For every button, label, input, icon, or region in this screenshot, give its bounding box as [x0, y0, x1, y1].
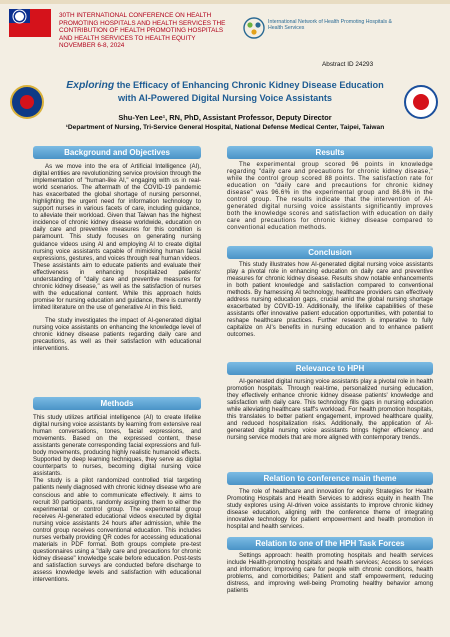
main-theme-text: [227, 488, 433, 533]
title-lead: Exploring: [66, 80, 115, 91]
poster-title: [60, 79, 390, 104]
relevance-heading: Relevance to HPH: [227, 362, 433, 375]
background-text: [33, 163, 201, 388]
relevance-text: [227, 378, 433, 471]
conclusion-heading: Conclusion: [227, 246, 433, 259]
task-forces-text: [227, 552, 433, 607]
top-border: [0, 0, 450, 4]
hph-network-logo-icon: [243, 17, 265, 39]
methods-paragraph: The study is a pilot randomized controlled trial targeting patients newly diagnosed with chronic kidney disease who are conscious and able to communicate effectively. It aims to recruit 30 participants, randomly assigning them to either the experimental or control group. The experimental group receives AI-generated educational videos executed by digital nursing voice assistants 24 hours after admission, while the control group receives conventional education. This includes nurses verbally providing QR codes for accessing educational materials in PDF format. Both groups complete pre-test questionnaires using a "daily care and precautions for chronic kidney disease" knowledge scale before education. Post-tests and satisfaction surveys are conducted before discharge to assess knowledge levels and satisfaction with educational interventions.: [33, 477, 201, 584]
taiwan-flag-icon: [9, 9, 51, 37]
seal-center: [20, 95, 34, 109]
network-name: International Network of Health Promoting Hospitals & Health Services: [268, 19, 392, 32]
title-line1: the Efficacy of Enhancing Chronic Kidney Disease Education: [114, 80, 384, 90]
results-text: [227, 161, 433, 246]
task-forces-heading: Relation to one of the HPH Task Forces: [227, 537, 433, 550]
methods-heading: Methods: [33, 397, 201, 410]
abstract-id: Abstract ID 24293: [322, 61, 374, 68]
author-line: Shu-Yen Lee¹, RN, PhD, Assistant Professor, Deputy Director: [118, 113, 332, 122]
main-theme-heading: Relation to conference main theme: [227, 472, 433, 485]
methods-paragraph: This study utilizes artificial intelligence (AI) to create lifelike digital nursing voice assistants by learning from extensive real human conversations, tones, facial expressions, and movements. Based on the expressed content, these assistants generate corresponding facial expressions and full-body movements, producing highly realistic humanoid effects. Supported by deep learning techniques, they serve as digital counterparts to nurses, becoming digital nursing voice assistants.: [33, 414, 201, 478]
results-paragraph: The experimental group scored 96 points in knowledge regarding "daily care and precautions for chronic kidney disease," while the control group scored 88 points. The satisfaction rate for education on "daily care and precautions for chronic kidney disease" was 96.6% in the experimental group and 86.8% in the control group. The results indicate that the intervention of AI-generated digital nursing voice assistants significantly improves both the knowledge scores and satisfaction with education on daily care and precautions for chronic kidney disease compared to conventional education methods.: [227, 161, 433, 232]
main-theme-paragraph: The role of healthcare and innovation for equity Strategies for Health Promoting Hospitals and Health Services to address equity in health The study explores using AI-driven voice assistants to improve chronic kidney disease education, aligning with the conference theme of integrating innovative technology for patient empowerment and health promotion in hospital and health services.: [227, 488, 433, 531]
background-paragraph: The study investigates the impact of AI-generated digital nursing voice assistants on enhancing the knowledge level of chronic kidney disease patients regarding daily care and precautions, as well as their satisfaction with educational interventions.: [33, 316, 201, 353]
relevance-paragraph: AI-generated digital nursing voice assistants play a pivotal role in health promotion hospitals. Through real-time, personalized nursing education, they effectively enhance chronic kidney disease patients' knowledge and satisfaction with daily care. This technology fills gaps in nursing education while alleviating healthcare staff's workload. For health promotion hospitals, this translates to better patient engagement, improved healthcare quality, and reduced hospitalization risks. Additionally, the application of AI-generated digital nursing voice assistants brings higher efficiency and nursing service models that are more aligned with contemporary trends..: [227, 378, 433, 442]
hospital-seal-icon: [10, 85, 44, 119]
flag-sun: [15, 12, 24, 21]
conclusion-text: [227, 261, 433, 361]
background-heading: Background and Objectives: [33, 146, 201, 159]
seal-center: [413, 94, 429, 110]
background-paragraph: As we move into the era of Artificial Intelligence (AI), digital entities are revolutionizing service provision through the implementation of "human-like AI," engaging with us in real-world scenarios. The aftermath of the COVID-19 pandemic has exacerbated the global shortage of nursing personnel, highlighting the urgent need for information technology to support nurses in various facets of care, including guidance, to alleviate their workload. Given that Taiwan has the highest incidence of chronic kidney disease worldwide, education on daily care and preventive measures for this condition is paramount. This study focuses on generating nursing guidance videos using AI and employing AI to create digital nursing voice assistants capable of mimicking human facial expressions, gestures, and voices through real human videos. These assistants aim to educate patients and evaluate their effectiveness in enhancing hospitalized patients' understanding of "daily care and preventive measures for chronic kidney disease," as well as the satisfaction of nurses with the educational content. While this approach holds promise for nursing education and guidance, there is currently limited literature on the use of generative AI in this field.: [33, 163, 201, 311]
conclusion-paragraph: This study illustrates how AI-generated digital nursing voice assistants play a pivotal role in enhancing education on daily care and preventive measures for chronic kidney disease. Results show notable enhancements in both patient knowledge and satisfaction compared to conventional methods. By harnessing AI technology, healthcare providers can effectively address nursing education gaps, crucial amid the global nursing shortage exacerbated by COVID-19. Additionally, the lifelike capabilities of these assistants offer innovative patient education opportunities, with potential to reshape healthcare practices. Further research is imperative to fully capitalize on AI's benefits in nursing education and to enhance patient outcomes.: [227, 261, 433, 339]
flag-canton: [9, 9, 30, 23]
conference-title: 30TH INTERNATIONAL CONFERENCE ON HEALTH PROMOTING HOSPITALS AND HEALTH SERVICES THE CONTRIBUTION OF HEALTH PROMOTING HOSPITALS AND HEALTH SERVICES TO HEALTH EQUITY NOVEMBER 6-8, 2024: [59, 12, 226, 50]
hph-network-logo: [243, 17, 393, 47]
results-heading: Results: [227, 146, 433, 159]
methods-text: [33, 414, 201, 618]
task-forces-paragraph: Settings approach: health promoting hospitals and health services include Health-promoting hospitals and health services; Access to services and information; Improving care for people with chronic conditions, health problems, and comorbidities; Patient and staff empowerment, reducing distress, and improving well-being Promoting healthy behavior among patients: [227, 552, 433, 595]
affiliation-line: ¹Department of Nursing, Tri-Service General Hospital, National Defense Medical Center, Taipei, Taiwan: [65, 124, 385, 131]
title-line2: with AI-Powered Digital Nursing Voice Assistants: [117, 93, 333, 103]
